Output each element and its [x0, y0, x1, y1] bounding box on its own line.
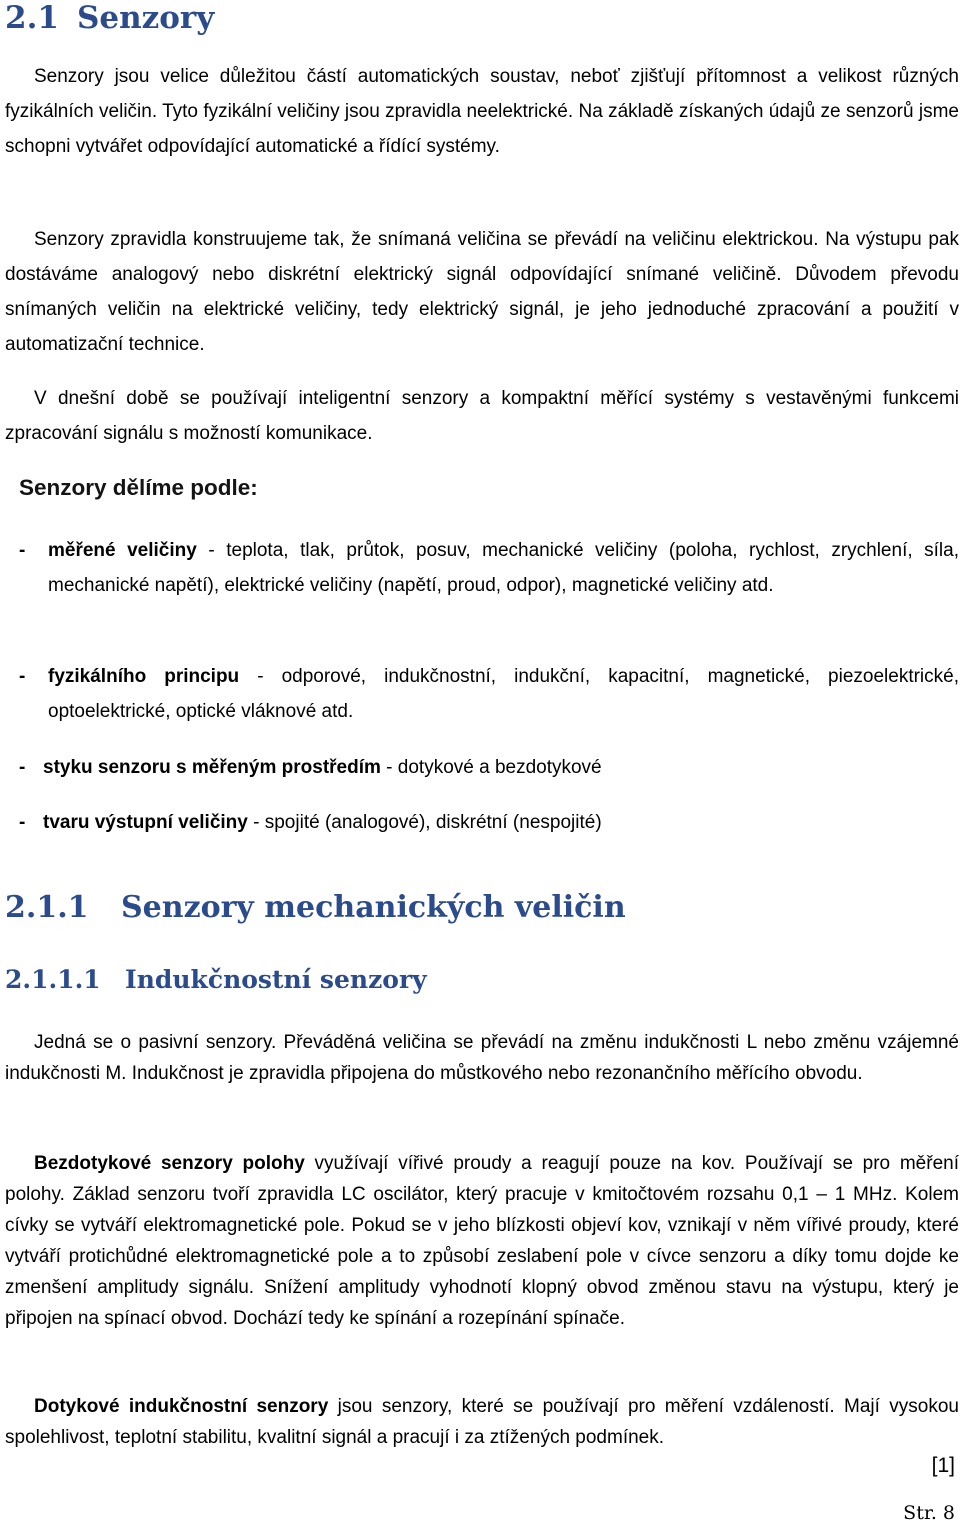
section-heading	[5, 0, 214, 36]
list-term: tvaru výstupní veličiny	[43, 812, 248, 833]
list-dash: -	[19, 540, 26, 561]
subsection-heading	[5, 888, 626, 928]
contact-text: jsou senzory, které se používají pro měření vzdáleností. Mají vysokou spolehlivost, teplotní stabilitu, kvalitní signál a pracují i za ztížených podmínek.	[5, 1396, 959, 1448]
contactless-paragraph	[5, 1148, 959, 1334]
list-term: styku senzoru s měřeným prostředím	[43, 757, 381, 778]
list-text: - teplota, tlak, průtok, posuv, mechanické veličiny (poloha, rychlost, zrychlení, síla, mechanické napětí), elektrické veličiny (napětí, proud, odpor), magnetické veličiny atd.	[48, 540, 959, 596]
list-dash: -	[19, 757, 26, 778]
section-title: Senzory	[77, 0, 215, 36]
subsection-number: 2.1.1	[5, 890, 89, 925]
list-item	[19, 533, 959, 603]
list-text: - odporové, indukčnostní, indukční, kapacitní, magnetické, piezoelektrické, optoelektrické, optické vláknové atd.	[48, 666, 959, 722]
list-dash: -	[19, 812, 26, 833]
inductive-intro-paragraph: Jedná se o pasivní senzory. Převáděná veličina se převádí na změnu indukčnosti L nebo změnu vzájemné indukčnosti M. Indukčnost je zpravidla připojena do můstkového nebo rezonančního měřícího obvodu.	[5, 1032, 959, 1084]
list-term: fyzikálního principu	[48, 666, 240, 687]
document-page	[5, 0, 957, 1530]
list-item	[19, 659, 959, 729]
list-item	[19, 750, 959, 785]
page-number: Str. 8	[903, 1502, 955, 1524]
contact-paragraph	[5, 1391, 959, 1453]
contactless-term: Bezdotykové senzory polohy	[34, 1153, 305, 1174]
list-item	[19, 805, 959, 840]
subsubsection-heading	[5, 962, 427, 998]
intro-paragraph-2: Senzory zpravidla konstruujeme tak, že snímaná veličina se převádí na veličinu elektrickou. Na výstupu pak dostáváme analogový nebo diskrétní elektrický signál odpovídající snímané veličině. Důvodem převodu snímaných veličin na elektrické veličiny, tedy elektrický signál, je jeho jednoduché zpracování a použití v automatizační technice.	[5, 229, 959, 355]
contact-term: Dotykové indukčnostní senzory	[34, 1396, 329, 1417]
list-term: měřené veličiny	[48, 540, 197, 561]
list-text: - dotykové a bezdotykové	[380, 757, 602, 778]
section-number: 2.1	[5, 0, 59, 36]
intro-paragraph-1: Senzory jsou velice důležitou částí automatických soustav, neboť zjišťují přítomnost a velikost různých fyzikálních veličin. Tyto fyzikální veličiny jsou zpravidla neelektrické. Na základě získaných údajů ze senzorů jsme schopni vytvářet odpovídající automatické a řídící systémy.	[5, 66, 959, 157]
classification-title: Senzory dělíme podle:	[19, 475, 258, 500]
reference-citation: [1]	[931, 1454, 955, 1477]
subsubsection-number: 2.1.1.1	[5, 965, 101, 994]
list-dash: -	[19, 666, 26, 687]
subsubsection-title: Indukčnostní senzory	[125, 965, 427, 994]
contactless-text: využívají vířivé proudy a reagují pouze na kov. Používají se pro měření polohy. Základ senzoru tvoří zpravidla LC oscilátor, který pracuje v kmitočtovém rozsahu 0,1 – 1 MHz. Kolem cívky se vytváří elektromagnetické pole. Pokud se v jeho blízkosti objeví kov, vznikají v něm vířivé proudy, které vytváří protichůdné elektromagnetické pole a to způsobí zeslabení pole v cívce senzoru a díky tomu dojde ke zmenšení amplitudy signálu. Snížení amplitudy vyhodnotí klopný obvod změnou stavu na výstupu, který je připojen na spínací obvod. Dochází tedy ke spínání a rozepínání spínače.	[5, 1153, 959, 1329]
subsection-title: Senzory mechanických veličin	[121, 890, 626, 925]
intro-paragraph-3: V dnešní době se používají inteligentní senzory a kompaktní měřící systémy s vestavěnými funkcemi zpracování signálu s možností komunikace.	[5, 388, 959, 444]
list-text: - spojité (analogové), diskrétní (nespojité)	[247, 812, 602, 833]
